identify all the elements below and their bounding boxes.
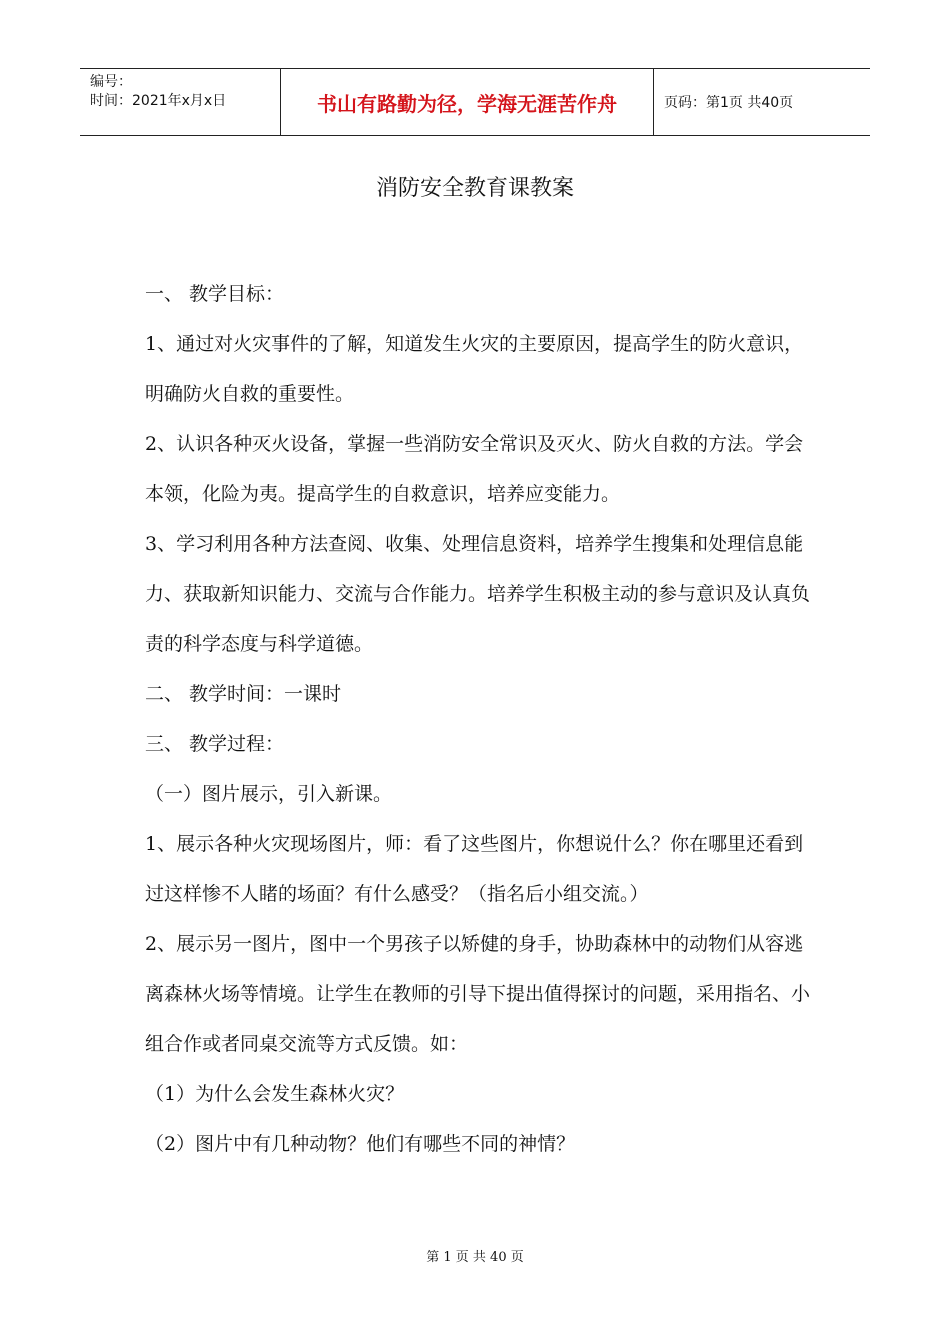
paragraph: 3、学习利用各种方法查阅、收集、处理信息资料，培养学生搜集和处理信息能力、获取新知识能力、交流与合作能力。培养学生积极主动的参与意识及认真负责的科学态度与科学道德。 [145, 533, 811, 655]
paragraph: 1、展示各种火灾现场图片，师：看了这些图片，你想说什么？你在哪里还看到过这样惨不人睹的场面？有什么感受？（指名后小组交流。） [145, 833, 804, 905]
header-meta [80, 69, 280, 135]
header-motto: 书山有路勤为径，学海无涯苦作舟 [280, 69, 654, 135]
paragraph: 2、认识各种灭火设备，掌握一些消防安全常识及灭火、防火自救的方法。学会本领，化险为夷。提高学生的自救意识，培养应变能力。 [145, 433, 804, 505]
document-number-label: 编号： [90, 74, 132, 90]
header-page-info: 页码：第1页 共40页 [664, 95, 794, 111]
paragraph: 2、展示另一图片，图中一个男孩子以矫健的身手，协助森林中的动物们从容逃离森林火场等情境。让学生在教师的引导下提出值得探讨的问题，采用指名、小组合作或者同桌交流等方式反馈。如： [145, 933, 811, 1055]
page-header [80, 68, 870, 136]
paragraph: 1、通过对火灾事件的了解，知道发生火灾的主要原因，提高学生的防火意识，明确防火自救的重要性。 [145, 333, 804, 405]
document-time-label: 时间：2021年x月x日 [90, 93, 227, 109]
section-heading-time: 二、 教学时间：一课时 [145, 683, 342, 705]
section-heading-objectives: 一、 教学目标： [145, 283, 285, 305]
section-heading-process: 三、 教学过程： [145, 733, 285, 755]
subsection-heading: （一）图片展示，引入新课。 [145, 783, 393, 805]
page-footer: 第 1 页 共 40 页 [426, 1250, 524, 1265]
document-body [145, 269, 810, 1169]
question-item: （2）图片中有几种动物？他们有哪些不同的神情？ [145, 1133, 576, 1155]
question-item: （1）为什么会发生森林火灾？ [145, 1083, 405, 1105]
document-title: 消防安全教育课教案 [375, 176, 574, 201]
